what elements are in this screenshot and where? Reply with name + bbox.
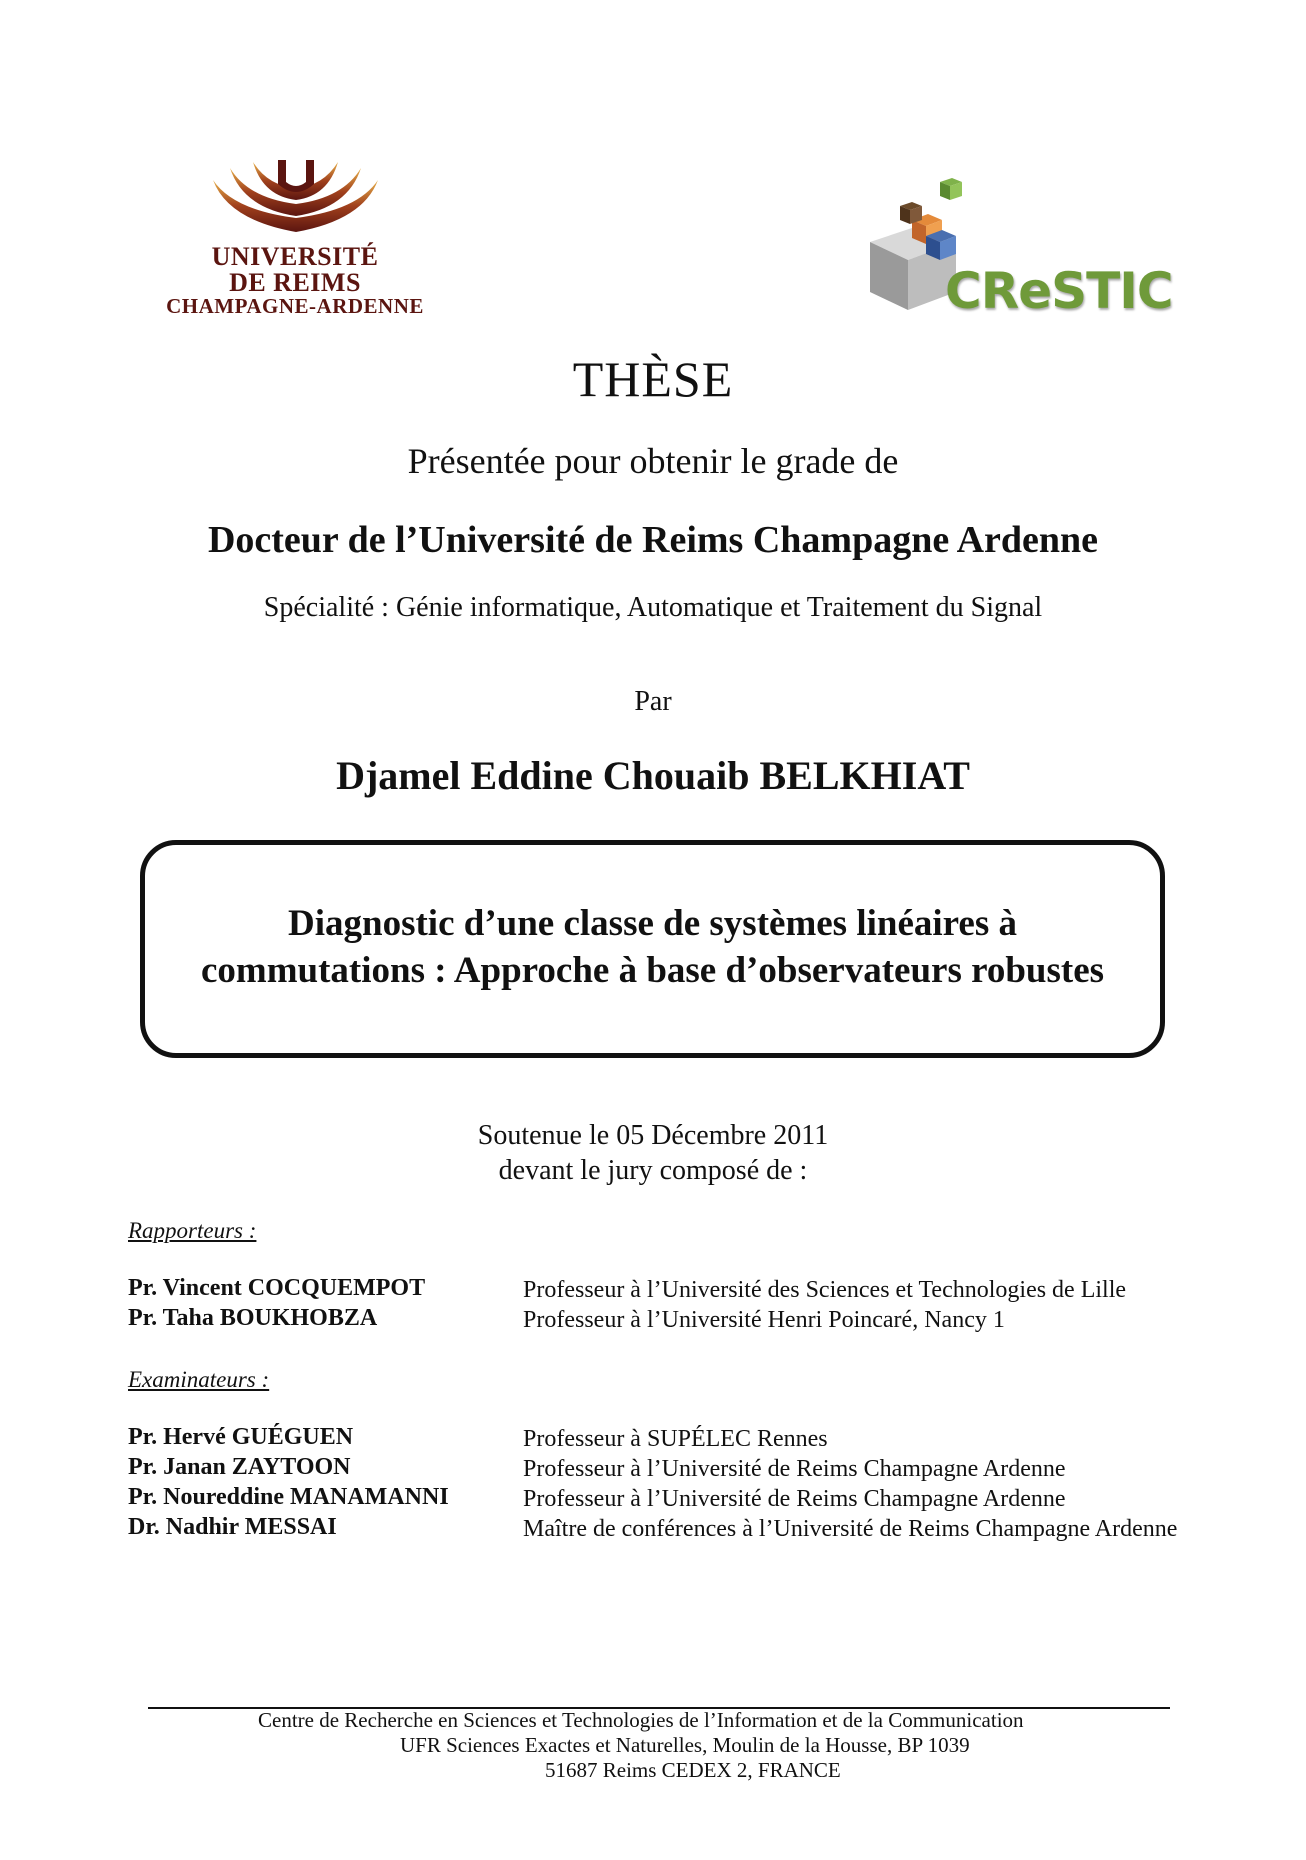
- jury-intro: devant le jury composé de :: [498, 1155, 808, 1186]
- degree-title: Docteur de l’Université de Reims Champagne Ardenne: [207, 519, 1099, 561]
- jury-name: Pr. Hervé GUÉGUEN: [128, 1424, 354, 1450]
- footer-line2: UFR Sciences Exactes et Naturelles, Moulin de la Housse, BP 1039: [400, 1733, 970, 1757]
- jury-row: [128, 1484, 1188, 1514]
- grade-intro: Présentée pour obtenir le grade de: [407, 441, 899, 481]
- jury-affiliation: Professeur à l’Université de Reims Champagne Ardenne: [523, 1486, 1066, 1512]
- crestic-wordmark: CReSTIC: [945, 262, 1173, 320]
- footer-line1: Centre de Recherche en Sciences et Technologies de l’Information et de la Communication: [258, 1708, 1024, 1732]
- urca-emblem-icon: [208, 160, 383, 240]
- jury-affiliation: Maître de conférences à l’Université de Reims Champagne Ardenne: [523, 1516, 1178, 1542]
- jury-row: [128, 1514, 1188, 1544]
- jury-row: [128, 1305, 1188, 1335]
- universite-reims-logo: [150, 160, 440, 320]
- jury-name: Pr. Taha BOUKHOBZA: [128, 1305, 378, 1331]
- jury-name: Pr. Vincent COCQUEMPOT: [128, 1275, 426, 1301]
- jury-row: [128, 1275, 1188, 1305]
- defense-date: Soutenue le 05 Décembre 2011: [477, 1120, 829, 1151]
- specialite: Spécialité : Génie informatique, Automatique et Traitement du Signal: [263, 592, 1043, 623]
- par-label: Par: [634, 686, 672, 717]
- thesis-title-line1: Diagnostic d’une classe de systèmes linéaires à: [288, 903, 1017, 944]
- thesis-title-line2: commutations : Approche à base d’observateurs robustes: [200, 950, 1105, 991]
- document-type-title: THÈSE: [572, 351, 734, 407]
- footer-line3: 51687 Reims CEDEX 2, FRANCE: [545, 1758, 841, 1782]
- jury-affiliation: Professeur à SUPÉLEC Rennes: [523, 1426, 828, 1452]
- jury-row: [128, 1454, 1188, 1484]
- urca-logo-line3: CHAMPAGNE-ARDENNE: [166, 294, 424, 318]
- examinateurs-heading: Examinateurs :: [128, 1367, 270, 1392]
- jury-name: Dr. Nadhir MESSAI: [128, 1514, 337, 1540]
- crestic-logo: [860, 170, 1173, 330]
- jury-affiliation: Professeur à l’Université de Reims Champagne Ardenne: [523, 1456, 1066, 1482]
- thesis-title-box: [140, 840, 1165, 1058]
- rapporteurs-heading: Rapporteurs :: [128, 1218, 257, 1243]
- author-name: Djamel Eddine Chouaib BELKHIAT: [336, 753, 970, 798]
- urca-logo-line1: UNIVERSITÉ: [211, 242, 379, 271]
- jury-name: Pr. Noureddine MANAMANNI: [128, 1484, 449, 1510]
- jury-row: [128, 1424, 1188, 1454]
- jury-name: Pr. Janan ZAYTOON: [128, 1454, 351, 1480]
- jury-affiliation: Professeur à l’Université Henri Poincaré, Nancy 1: [523, 1307, 1005, 1333]
- urca-logo-line2: DE REIMS: [229, 268, 361, 297]
- jury-affiliation: Professeur à l’Université des Sciences et Technologies de Lille: [523, 1277, 1127, 1303]
